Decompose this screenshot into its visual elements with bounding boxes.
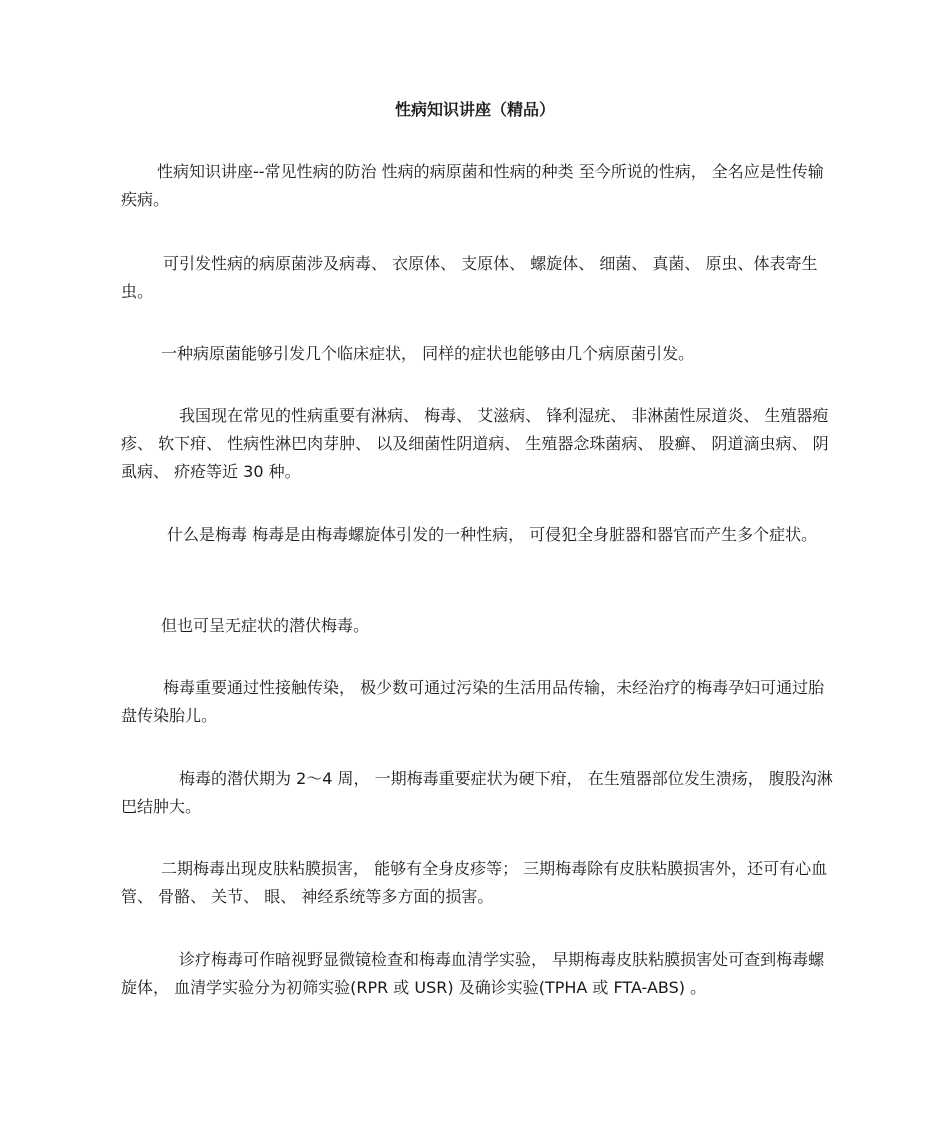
- paragraph-1: 性病知识讲座--常见性病的防治 性病的病原菌和性病的种类 至今所说的性病， 全名应是性传输疾病。: [121, 162, 824, 209]
- paragraph-4: 我国现在常见的性病重要有淋病、 梅毒、 艾滋病、 锋利湿疣、 非淋菌性尿道炎、 生殖器疱疹、 软下疳、 性病性淋巴肉芽肿、 以及细菌性阴道病、 生殖器念珠菌病、 股癣、 阴道滴虫病、 阴虱病、 疥疮等近 30 种。: [121, 406, 829, 481]
- paragraph-2: 可引发性病的病原菌涉及病毒、 衣原体、 支原体、 螺旋体、 细菌、 真菌、 原虫、体表寄生虫。: [121, 254, 818, 301]
- document-title: 性病知识讲座（精品）: [394, 100, 555, 119]
- paragraph-5: 什么是梅毒 梅毒是由梅毒螺旋体引发的一种性病， 可侵犯全身脏器和器官而产生多个症状。: [167, 525, 818, 544]
- paragraph-6: 但也可呈无症状的潜伏梅毒。: [161, 616, 370, 635]
- paragraph-10: 诊疗梅毒可作暗视野显微镜检查和梅毒血清学实验， 早期梅毒皮肤粘膜损害处可查到梅毒螺旋体， 血清学实验分为初筛实验(RPR 或 USR) 及确诊实验(TPHA 或 FTA-ABS) 。: [121, 950, 825, 997]
- paragraph-3: 一种病原菌能够引发几个临床症状， 同样的症状也能够由几个病原菌引发。: [161, 344, 695, 363]
- paragraph-8: 梅毒的潜伏期为 2～4 周， 一期梅毒重要症状为硬下疳， 在生殖器部位发生溃疡， 腹股沟淋巴结肿大。: [121, 769, 833, 816]
- paragraph-7: 梅毒重要通过性接触传染， 极少数可通过污染的生活用品传输，未经治疗的梅毒孕妇可通过胎盘传染胎儿。: [121, 678, 825, 725]
- paragraph-9: 二期梅毒出现皮肤粘膜损害， 能够有全身皮疹等； 三期梅毒除有皮肤粘膜损害外，还可有心血管、 骨骼、 关节、 眼、 神经系统等多方面的损害。: [121, 859, 828, 906]
